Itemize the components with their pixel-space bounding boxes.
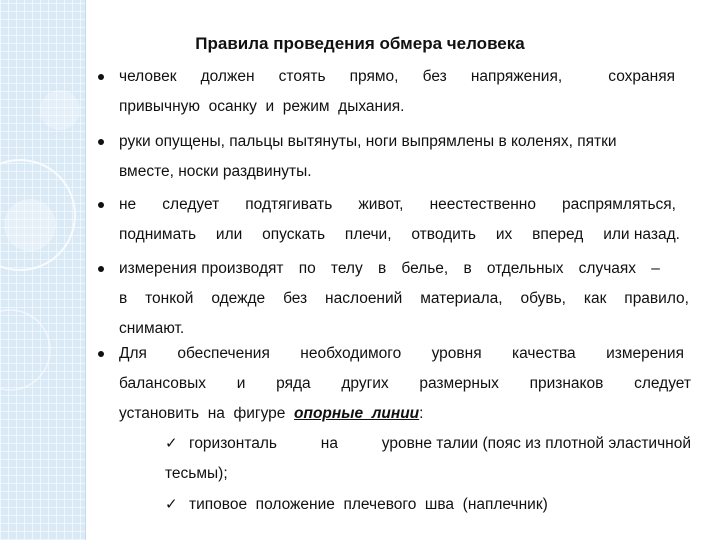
word: отводить: [411, 226, 476, 243]
word: тонкой: [145, 290, 194, 307]
bullet-3-line-1: [119, 196, 676, 214]
emphasized-term: опорные линии: [294, 405, 420, 422]
word: правило,: [624, 290, 689, 307]
word: распрямляться,: [562, 196, 676, 213]
word: не: [119, 196, 137, 213]
word: следует: [162, 196, 220, 213]
subitem-2-line-1: типовое положение плечевого шва (наплечник): [189, 496, 548, 513]
bullet-5-dot: [98, 351, 104, 357]
bullet-4-line-1: [119, 260, 660, 278]
word: без: [283, 290, 308, 307]
word: в: [377, 260, 387, 277]
word: –: [651, 260, 660, 277]
word: одежде: [211, 290, 266, 307]
word: по: [298, 260, 316, 277]
word: вперед: [532, 226, 584, 243]
word: подтягивать: [245, 196, 333, 213]
bullet-4-line-3: снимают.: [119, 320, 185, 337]
word: как: [583, 290, 607, 307]
word: измерения производят: [119, 260, 284, 277]
word: уровня: [431, 345, 482, 362]
text-fragment: установить на фигуре: [119, 405, 286, 422]
checkmark-icon: ✓: [165, 435, 178, 452]
bullet-5-line-1: [119, 345, 684, 363]
bullet-1-line-1: [119, 68, 675, 86]
word: ряда: [276, 375, 311, 392]
checkmark-icon: ✓: [165, 496, 178, 513]
word: прямо,: [349, 68, 399, 85]
bullet-2-line-1: руки опущены, пальцы вытянуты, ноги выпрямлены в коленях, пятки: [119, 133, 617, 150]
bullet-3-dot: [98, 202, 104, 208]
word: в: [463, 260, 472, 277]
bullet-5-line-3: [119, 405, 423, 423]
word: в: [119, 290, 128, 307]
word: человек: [119, 68, 177, 85]
word: необходимого: [300, 345, 402, 362]
word: сохраняя: [608, 68, 675, 85]
word: белье,: [401, 260, 449, 277]
bullet-4-line-2: [119, 290, 689, 308]
word: или: [215, 226, 243, 243]
word: качества: [512, 345, 576, 362]
word: наслоений: [325, 290, 403, 307]
subitem-1-line-1: [189, 435, 691, 453]
bullet-5-line-2: [119, 375, 691, 393]
word: других: [341, 375, 389, 392]
word: обувь,: [520, 290, 566, 307]
word: поднимать: [119, 226, 197, 243]
bullet-4-dot: [98, 266, 104, 272]
word: случаях: [578, 260, 637, 277]
word: и: [236, 375, 246, 392]
word: живот,: [358, 196, 404, 213]
word: их: [495, 226, 513, 243]
word: неестественно: [429, 196, 536, 213]
bullet-1-dot: [98, 74, 104, 80]
word: опускать: [262, 226, 326, 243]
word: на: [320, 435, 338, 452]
text-fragment: :: [419, 405, 424, 422]
subitem-1-line-2: тесьмы);: [165, 465, 228, 482]
word: плечи,: [344, 226, 392, 243]
bullet-3-line-2: [119, 226, 680, 244]
word: горизонталь: [189, 435, 277, 452]
word: или назад.: [603, 226, 680, 243]
word: уровне талии (пояс из плотной эластичной: [381, 435, 691, 452]
word: без: [422, 68, 447, 85]
word: телу: [330, 260, 363, 277]
word: размерных: [419, 375, 499, 392]
word: измерения: [606, 345, 684, 362]
word: материала,: [420, 290, 503, 307]
word: отдельных: [486, 260, 564, 277]
word: признаков: [529, 375, 604, 392]
bullet-2-dot: [98, 139, 104, 145]
slide-title: Правила проведения обмера человека: [195, 34, 525, 53]
word: следует: [634, 375, 691, 392]
word: обеспечения: [177, 345, 270, 362]
word: стоять: [278, 68, 326, 85]
word: Для: [119, 345, 147, 362]
word: балансовых: [119, 375, 207, 392]
bullet-2-line-2: вместе, носки раздвинуты.: [119, 163, 312, 180]
bullet-1-line-2: привычную осанку и режим дыхания.: [119, 98, 405, 115]
word: напряжения,: [470, 68, 563, 85]
word: должен: [200, 68, 255, 85]
